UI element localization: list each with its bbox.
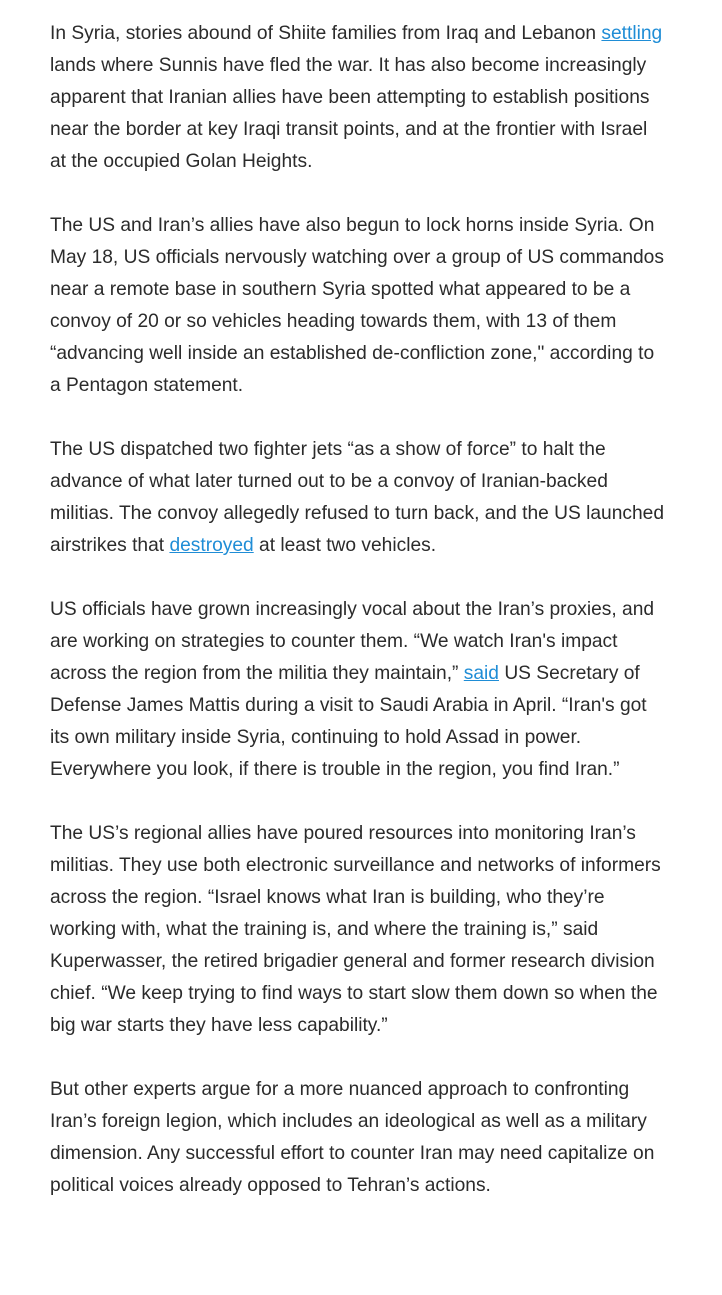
paragraph-text: at least two vehicles. [253, 535, 437, 556]
paragraph-text: In Syria, stories abound of Shiite families from Iraq and Lebanon [50, 23, 602, 44]
paragraph-2 [50, 210, 665, 402]
paragraph-4 [50, 594, 665, 786]
paragraph-6 [50, 1074, 665, 1202]
paragraph-1 [50, 18, 665, 178]
paragraph-text: US officials have grown increasingly vocal about the Iran’s proxies, and are working on strategies to counter them. “We watch Iran's impact across the region from the militia they maintain,” [50, 599, 655, 684]
paragraph-text: The US dispatched two fighter jets “as a show of force” to halt the advance of what later turned out to be a convoy of Iranian-backed militias. The convoy allegedly refused to turn back, and the US launched airstrikes that [50, 439, 664, 556]
paragraph-5 [50, 818, 665, 1042]
paragraph-3 [50, 434, 665, 562]
link-settling[interactable]: settling [601, 23, 663, 44]
paragraph-text: US Secretary of Defense James Mattis during a visit to Saudi Arabia in April. “Iran's got its own military inside Syria, continuing to hold Assad in power. Everywhere you look, if there is trouble in the region, you find Iran.” [50, 663, 647, 780]
paragraph-text: The US and Iran’s allies have also begun to lock horns inside Syria. On May 18, US officials nervously watching over a group of US commandos near a remote base in southern Syria spotted what appeared to be a convoy of 20 or so vehicles heading towards them, with 13 of them “advancing well inside an established de-confliction zone," according to a Pentagon statement. [50, 215, 664, 396]
link-said[interactable]: said [463, 663, 499, 684]
link-destroyed[interactable]: destroyed [169, 535, 254, 556]
paragraph-text: The US’s regional allies have poured resources into monitoring Iran’s militias. They use both electronic surveillance and networks of informers across the region. “Israel knows what Iran is building, who they’re working with, what the training is, and where the training is,” said Kuperwasser, the retired brigadier general and former research division chief. “We keep trying to find ways to start slow them down so when the big war starts they have less capability.” [50, 823, 661, 1036]
article-body [50, 18, 665, 1234]
paragraph-text: lands where Sunnis have fled the war. It has also become increasingly apparent that Iranian allies have been attempting to establish positions near the border at key Iraqi transit points, and at the frontier with Israel at the occupied Golan Heights. [50, 55, 650, 172]
paragraph-text: But other experts argue for a more nuanced approach to confronting Iran’s foreign legion, which includes an ideological as well as a military dimension. Any successful effort to counter Iran may need capitalize on political voices already opposed to Tehran’s actions. [50, 1079, 655, 1196]
